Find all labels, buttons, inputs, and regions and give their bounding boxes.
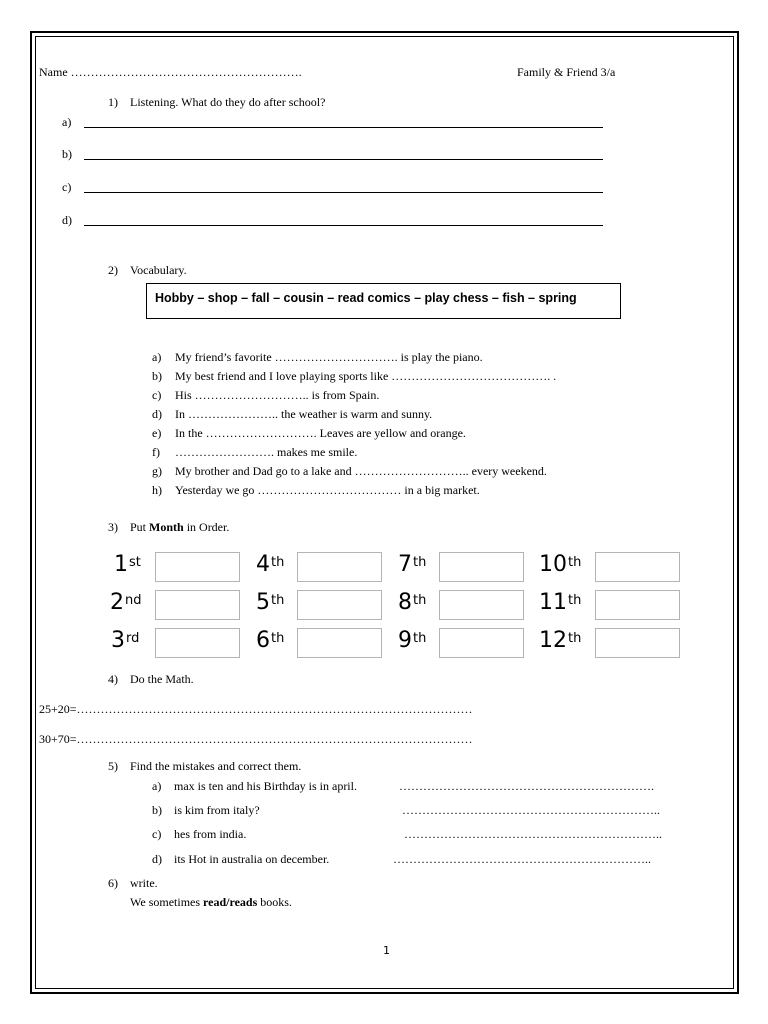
sentence-letter: b) xyxy=(152,369,162,383)
sentence-text: My best friend and I love playing sports like …………………………………. . xyxy=(175,369,557,383)
sentence-letter: d) xyxy=(152,407,162,421)
mistake-sentence: hes from india. xyxy=(174,827,247,841)
sentence-letter: a) xyxy=(152,350,162,364)
month-input-box[interactable] xyxy=(155,628,240,658)
mistake-sentence: is kim from italy? xyxy=(174,803,260,817)
mistake-answer-dots: ……………………………………………………….. xyxy=(404,827,662,841)
section6-title: write. xyxy=(130,876,158,890)
answer-line[interactable] xyxy=(84,225,603,226)
sentence-letter: h) xyxy=(152,483,162,497)
month-input-box[interactable] xyxy=(297,628,382,658)
section5-title: Find the mistakes and correct them. xyxy=(130,759,302,773)
section1-number: 1) xyxy=(108,95,118,109)
section3-title: Put Month in Order. xyxy=(130,520,230,534)
sentence-text: Yesterday we go ……………………………… in a big market. xyxy=(175,483,480,497)
ordinal-label: 12th xyxy=(539,628,582,653)
answer-line[interactable] xyxy=(84,159,603,160)
sentence-letter: c) xyxy=(152,388,162,402)
month-input-box[interactable] xyxy=(439,590,524,620)
answer-letter: c) xyxy=(62,180,72,194)
ordinal-label: 10th xyxy=(539,552,582,577)
month-input-box[interactable] xyxy=(155,552,240,582)
sentence-text: My friend’s favorite …………………………. is play the piano. xyxy=(175,350,483,364)
sentence-text: His ……………………….. is from Spain. xyxy=(175,388,380,402)
sentence-text: ……………………. makes me smile. xyxy=(175,445,358,459)
month-input-box[interactable] xyxy=(155,590,240,620)
sentence-text: My brother and Dad go to a lake and ……………………….. every weekend. xyxy=(175,464,547,478)
math-problem: 25+20=……………………………………………………………………………………… xyxy=(39,702,473,716)
page-border-inner xyxy=(35,36,734,989)
mistake-answer-dots: ………………………………………………………. xyxy=(399,779,654,793)
ordinal-label: 4th xyxy=(256,552,285,577)
mistake-answer-dots: ……………………………………………………….. xyxy=(393,852,651,866)
month-input-box[interactable] xyxy=(439,628,524,658)
month-input-box[interactable] xyxy=(439,552,524,582)
ordinal-label: 11th xyxy=(539,590,582,615)
ordinal-label: 2nd xyxy=(110,590,142,615)
class-label: Family & Friend 3/a xyxy=(517,65,616,79)
section3-number: 3) xyxy=(108,520,118,534)
section4-title: Do the Math. xyxy=(130,672,194,686)
ordinal-label: 5th xyxy=(256,590,285,615)
mistake-letter: b) xyxy=(152,803,162,817)
ordinal-label: 3rd xyxy=(111,628,140,653)
section2-number: 2) xyxy=(108,263,118,277)
ordinal-label: 8th xyxy=(398,590,427,615)
mistake-letter: d) xyxy=(152,852,162,866)
month-input-box[interactable] xyxy=(595,552,680,582)
month-input-box[interactable] xyxy=(297,552,382,582)
month-input-box[interactable] xyxy=(297,590,382,620)
ordinal-label: 9th xyxy=(398,628,427,653)
section1-title: Listening. What do they do after school? xyxy=(130,95,326,109)
section5-number: 5) xyxy=(108,759,118,773)
section6-sentence: We sometimes read/reads books. xyxy=(130,895,292,909)
ordinal-label: 1st xyxy=(114,552,141,577)
mistake-letter: a) xyxy=(152,779,162,793)
math-problem: 30+70=……………………………………………………………………………………… xyxy=(39,732,473,746)
sentence-text: In ………………….. the weather is warm and sunny. xyxy=(175,407,433,421)
mistake-answer-dots: ……………………………………………………….. xyxy=(402,803,660,817)
section6-number: 6) xyxy=(108,876,118,890)
ordinal-label: 6th xyxy=(256,628,285,653)
answer-line[interactable] xyxy=(84,127,603,128)
month-input-box[interactable] xyxy=(595,590,680,620)
page-number: 1 xyxy=(383,944,390,957)
mistake-sentence: max is ten and his Birthday is in april. xyxy=(174,779,357,793)
answer-letter: b) xyxy=(62,147,72,161)
section4-number: 4) xyxy=(108,672,118,686)
section2-title: Vocabulary. xyxy=(130,263,187,277)
mistake-sentence: its Hot in australia on december. xyxy=(174,852,330,866)
answer-letter: d) xyxy=(62,213,72,227)
sentence-text: In the ………………………. Leaves are yellow and orange. xyxy=(175,426,466,440)
ordinal-label: 7th xyxy=(398,552,427,577)
word-bank: Hobby – shop – fall – cousin – read comics – play chess – fish – spring xyxy=(146,283,621,319)
answer-line[interactable] xyxy=(84,192,603,193)
sentence-letter: g) xyxy=(152,464,162,478)
sentence-letter: f) xyxy=(152,445,160,459)
name-field: Name …………………………………………………. xyxy=(39,65,302,79)
sentence-letter: e) xyxy=(152,426,162,440)
answer-letter: a) xyxy=(62,115,72,129)
month-input-box[interactable] xyxy=(595,628,680,658)
mistake-letter: c) xyxy=(152,827,162,841)
